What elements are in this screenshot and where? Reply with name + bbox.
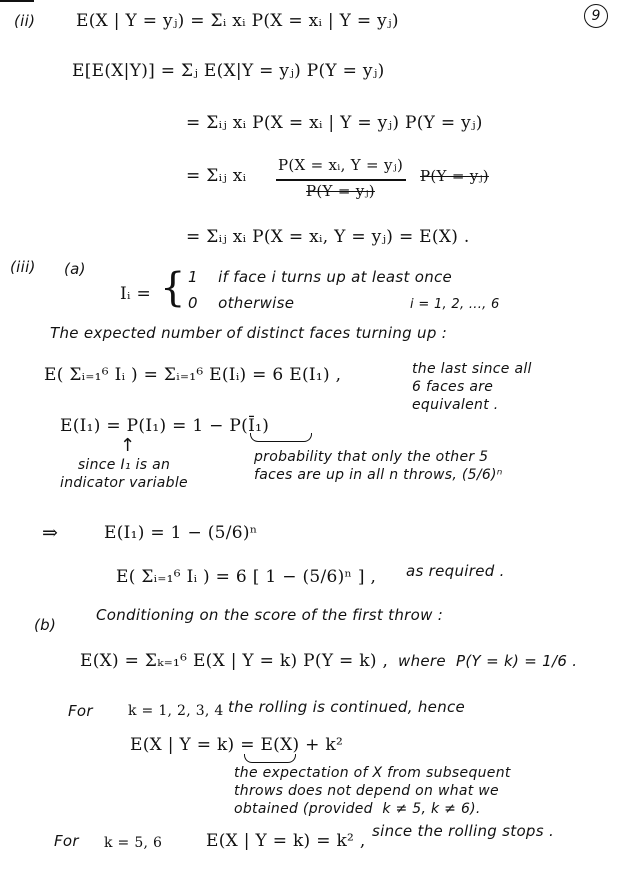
part-iii-b-label: (b) [34,616,57,634]
part-ii-line2: E[E(X|Y)] = Σⱼ E(X|Y = yⱼ) P(Y = yⱼ) [72,61,385,81]
indicator-case1: 1 if face i turns up at least once [188,268,453,286]
underbrace-icon [250,433,312,442]
eq7-note: since the rolling stops . [372,822,555,840]
implies-arrow-icon: ⇒ [42,522,59,544]
indicator-case2: 0 otherwise [188,294,295,312]
eq1-note: the last since all 6 faces are equivalent . [412,361,532,413]
eq5-where: where P(Y = k) = 1/6 . [398,652,578,670]
eq2: E(I₁) = P(I₁) = 1 − P(Ī₁) [60,416,270,436]
conditioning-text: Conditioning on the score of the first throw : [96,606,444,624]
part-ii-line4-prefix: = Σᵢⱼ xᵢ [186,166,247,186]
eq7: E(X | Y = k) = k² , [206,831,366,851]
top-rule [0,0,34,2]
eq4: E( Σᵢ₌₁⁶ Iᵢ ) = 6 [ 1 − (5/6)ⁿ ] , [116,567,377,587]
for-k-values-2: k = 5, 6 [104,835,163,851]
for-text-1: the rolling is continued, hence [228,698,466,716]
part-iii-a-label: (a) [64,260,86,278]
eq6: E(X | Y = k) = E(X) + k² [130,735,344,755]
indicator-brace: { [160,265,186,311]
for-k-values-1: k = 1, 2, 3, 4 [128,703,224,719]
part-iii-label: (iii) [10,258,36,276]
underbrace-icon-2 [244,754,296,763]
index-range: i = 1, 2, ..., 6 [410,297,500,312]
eq5: E(X) = Σₖ₌₁⁶ E(X | Y = k) P(Y = k) , [80,651,389,671]
page-number: 9 [584,4,608,28]
eq3: E(I₁) = 1 − (5/6)ⁿ [104,523,258,543]
eq6-note: the expectation of X from subsequent throws does not depend on what we obtained (provided k ≠ 5, k ≠ 6). [234,765,511,817]
eq1: E( Σᵢ₌₁⁶ Iᵢ ) = Σᵢ₌₁⁶ E(Iᵢ) = 6 E(I₁) , [44,365,342,385]
part-ii-line4-denominator: P(Y = yⱼ) [306,182,375,200]
for-label-2: For [54,832,79,850]
expected-text: The expected number of distinct faces turning up : [50,324,448,342]
indicator-lhs: Iᵢ = [120,284,151,304]
eq2-note-left: since I₁ is an indicator variable [60,457,188,491]
part-ii-label: (ii) [14,12,36,30]
eq4-note: as required . [406,562,505,580]
arrow-up-icon: ↑ [120,435,136,456]
for-label-1: For [68,702,93,720]
part-ii-line5: = Σᵢⱼ xᵢ P(X = xᵢ, Y = yⱼ) = E(X) . [186,227,470,247]
part-ii-line1: E(X | Y = yⱼ) = Σᵢ xᵢ P(X = xᵢ | Y = yⱼ) [76,11,399,31]
part-ii-line3: = Σᵢⱼ xᵢ P(X = xᵢ | Y = yⱼ) P(Y = yⱼ) [186,113,483,133]
part-ii-line4-numerator: P(X = xᵢ, Y = yⱼ) [278,156,404,174]
eq2-note-right: probability that only the other 5 faces are up in all n throws, (5/6)ⁿ [254,449,503,483]
part-ii-line4-cancelled: P(Y = yⱼ) [420,167,489,185]
